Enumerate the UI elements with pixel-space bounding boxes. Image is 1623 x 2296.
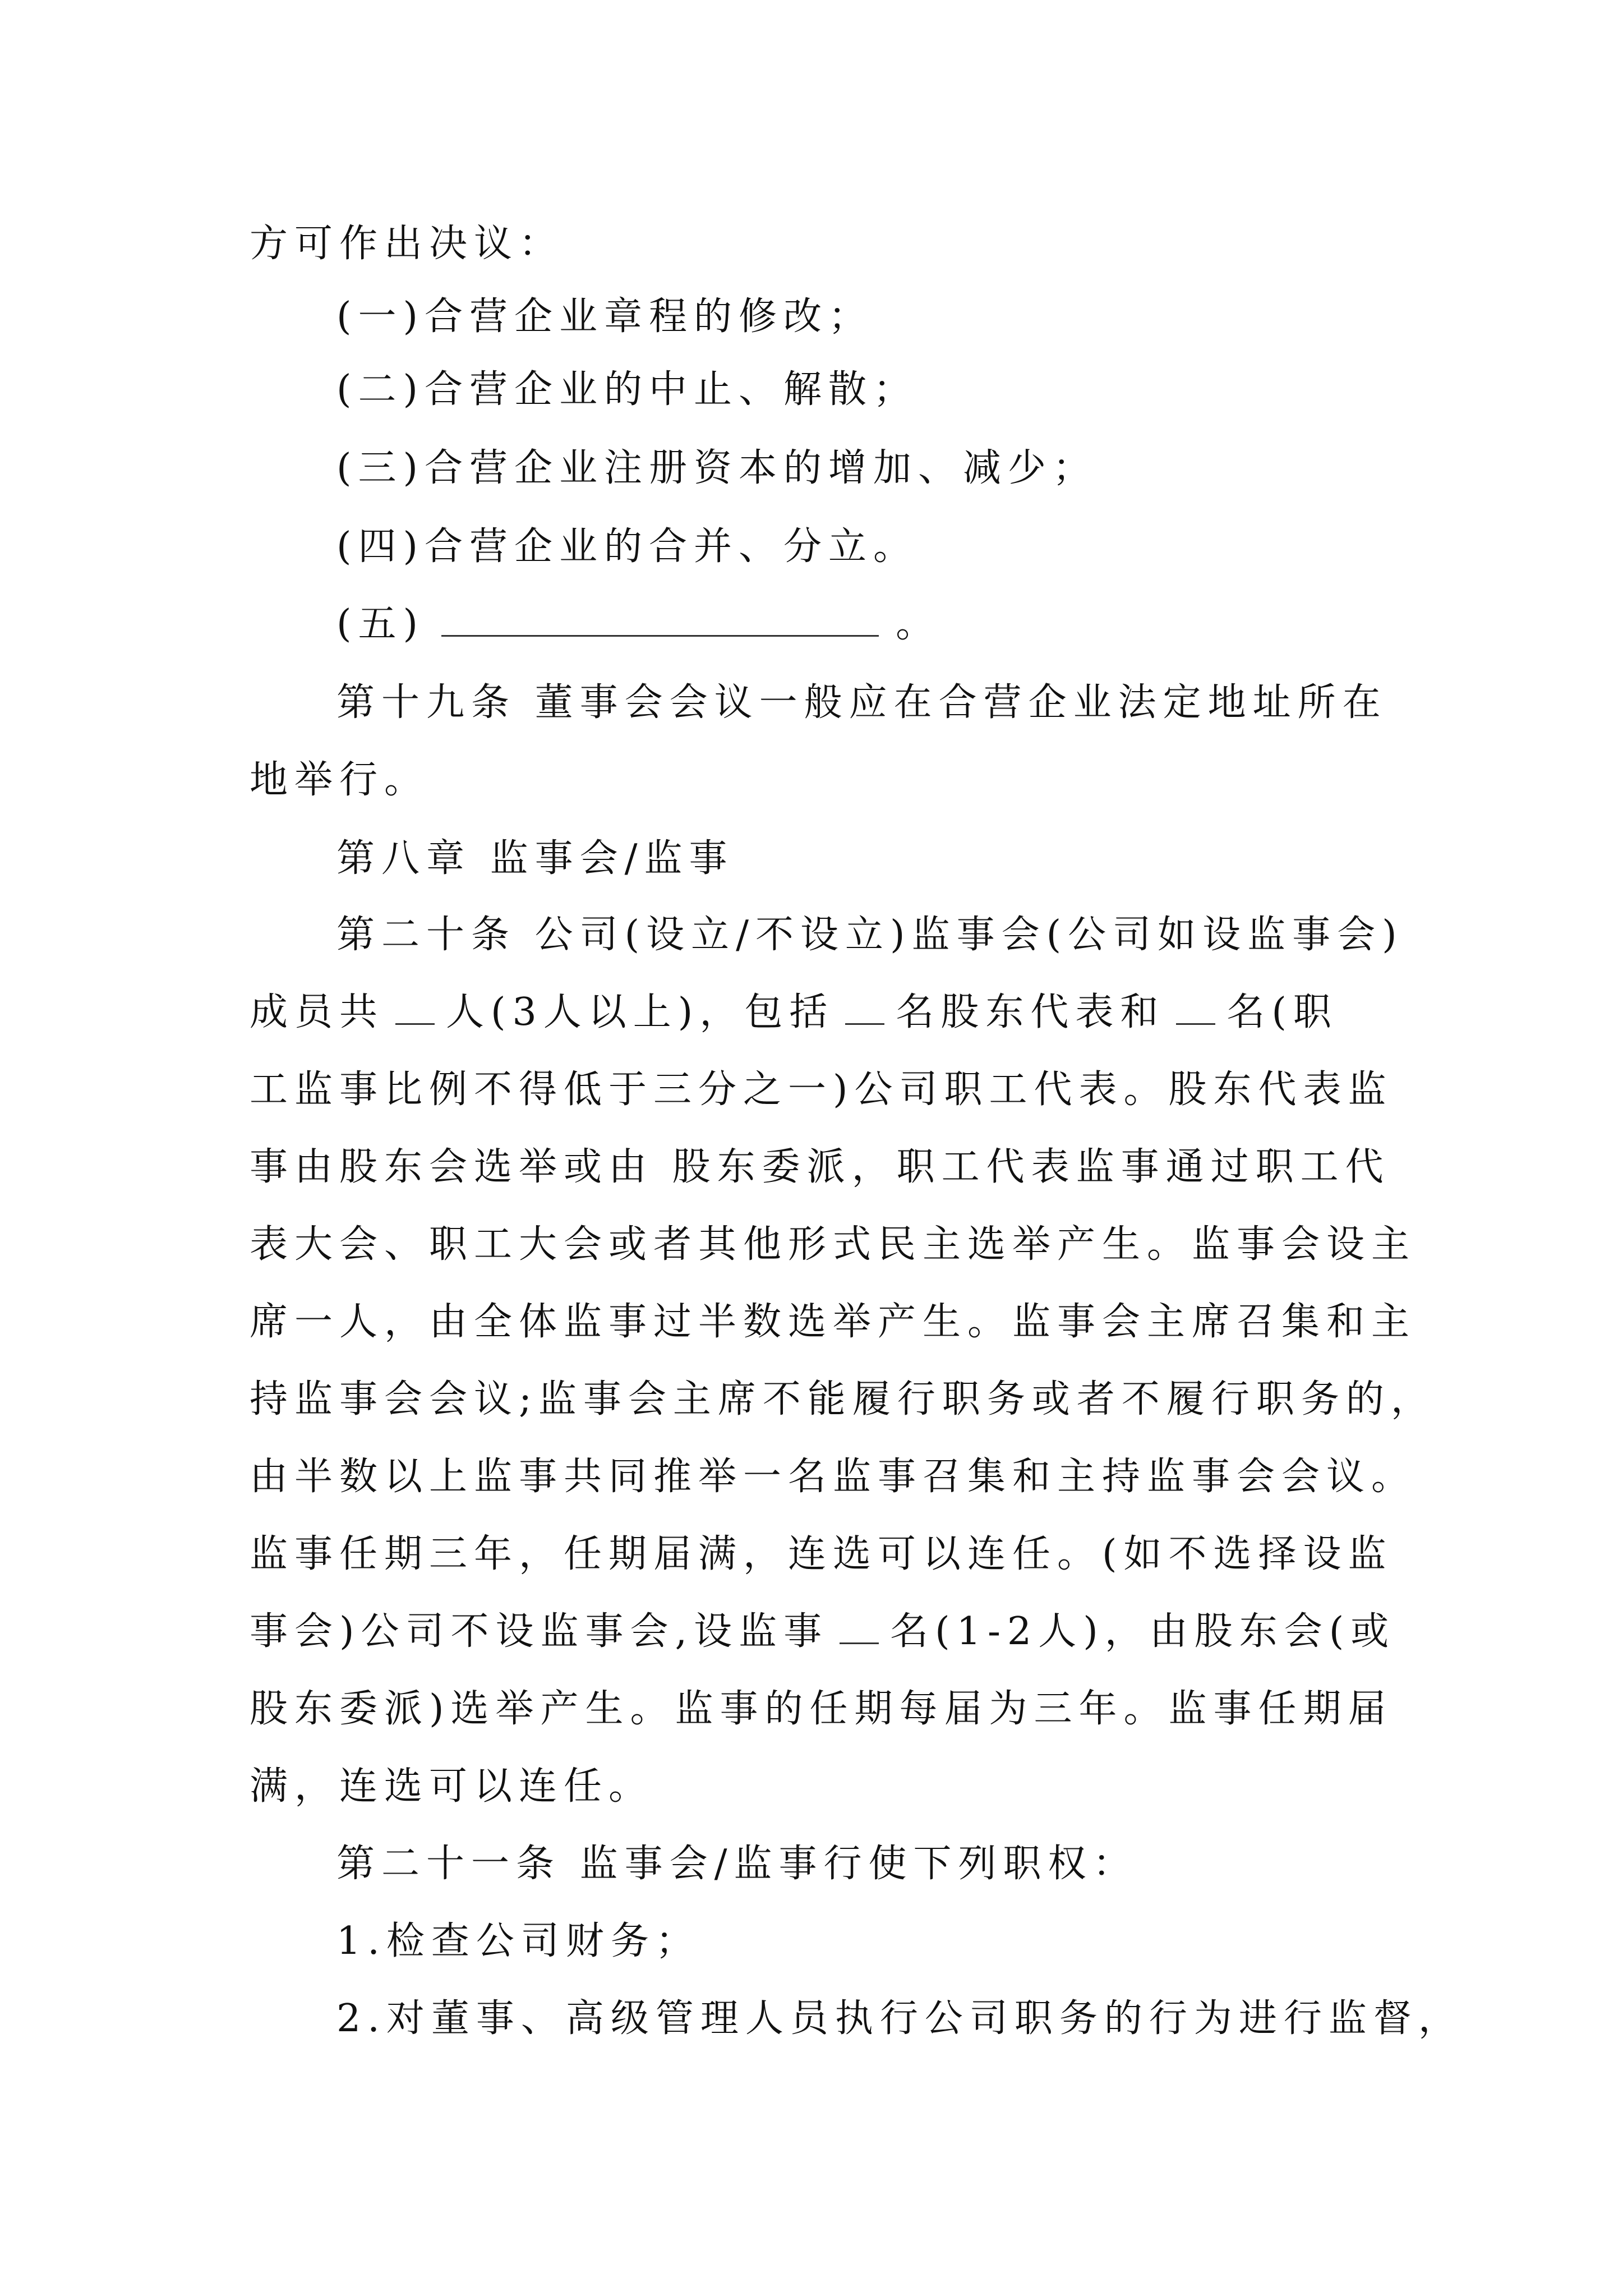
chapter-heading: 第八章 监事会/监事	[336, 836, 734, 881]
text-line: 表大会、职工大会或者其他形式民主选举产生。监事会设主	[250, 1222, 1417, 1267]
text-segment: 名(职	[1227, 990, 1338, 1034]
text-segment: 名(1-2人)，由股东会(或	[890, 1609, 1396, 1654]
text-line: 席一人，由全体监事过半数选举产生。监事会主席召集和主	[250, 1300, 1417, 1344]
list-item	[336, 596, 1405, 652]
list-item-end: 。	[896, 602, 941, 646]
text-line: 满，连选可以连任。	[250, 1764, 654, 1809]
fill-in-blank	[1176, 990, 1215, 1025]
article-heading: 第二十条 公司(设立/不设立)监事会(公司如设监事会)	[336, 913, 1404, 957]
fill-in-blank	[441, 601, 879, 637]
text-line	[250, 1604, 1405, 1660]
list-item: (三)合营企业注册资本的增加、减少；	[336, 446, 1098, 490]
text-segment: 成员共	[250, 990, 385, 1034]
text-segment: 事会)公司不设监事会,设监事	[250, 1609, 829, 1654]
list-item-label: (五)	[336, 602, 425, 646]
article-heading: 第十九条 董事会会议一般应在合营企业法定地址所在	[336, 680, 1387, 725]
fill-in-blank	[395, 990, 435, 1025]
text-line: 事由股东会选举或由 股东委派，职工代表监事通过职工代	[250, 1145, 1390, 1189]
text-segment: 名股东代表和	[896, 990, 1165, 1034]
text-line: 方可作出决议：	[250, 222, 564, 266]
text-line	[250, 984, 1405, 1041]
list-item: 1.检查公司财务；	[336, 1919, 700, 1963]
list-item: (二)合营企业的中止、解散；	[336, 367, 919, 412]
text-line: 股东委派)选举产生。监事的任期每届为三年。监事任期届	[250, 1687, 1393, 1731]
text-line: 地举行。	[250, 758, 430, 802]
text-line: 工监事比例不得低于三分之一)公司职工代表。股东代表监	[250, 1068, 1393, 1112]
list-item: (一)合营企业章程的修改；	[336, 295, 874, 339]
text-line: 监事任期三年，任期届满，连选可以连任。(如不选择设监	[250, 1532, 1393, 1576]
text-line: 持监事会会议;监事会主席不能履行职务或者不履行职务的，	[250, 1377, 1436, 1421]
list-item: (四)合营企业的合并、分立。	[336, 524, 919, 569]
article-heading: 第二十一条 监事会/监事行使下列职权：	[336, 1842, 1138, 1886]
fill-in-blank	[840, 1609, 879, 1644]
text-segment: 人(3人以上)，包括	[446, 990, 834, 1034]
text-line: 由半数以上监事共同推举一名监事召集和主持监事会会议。	[250, 1455, 1417, 1499]
list-item: 2.对董事、高级管理人员执行公司职务的行为进行监督，	[336, 1996, 1463, 2041]
fill-in-blank	[845, 990, 884, 1025]
